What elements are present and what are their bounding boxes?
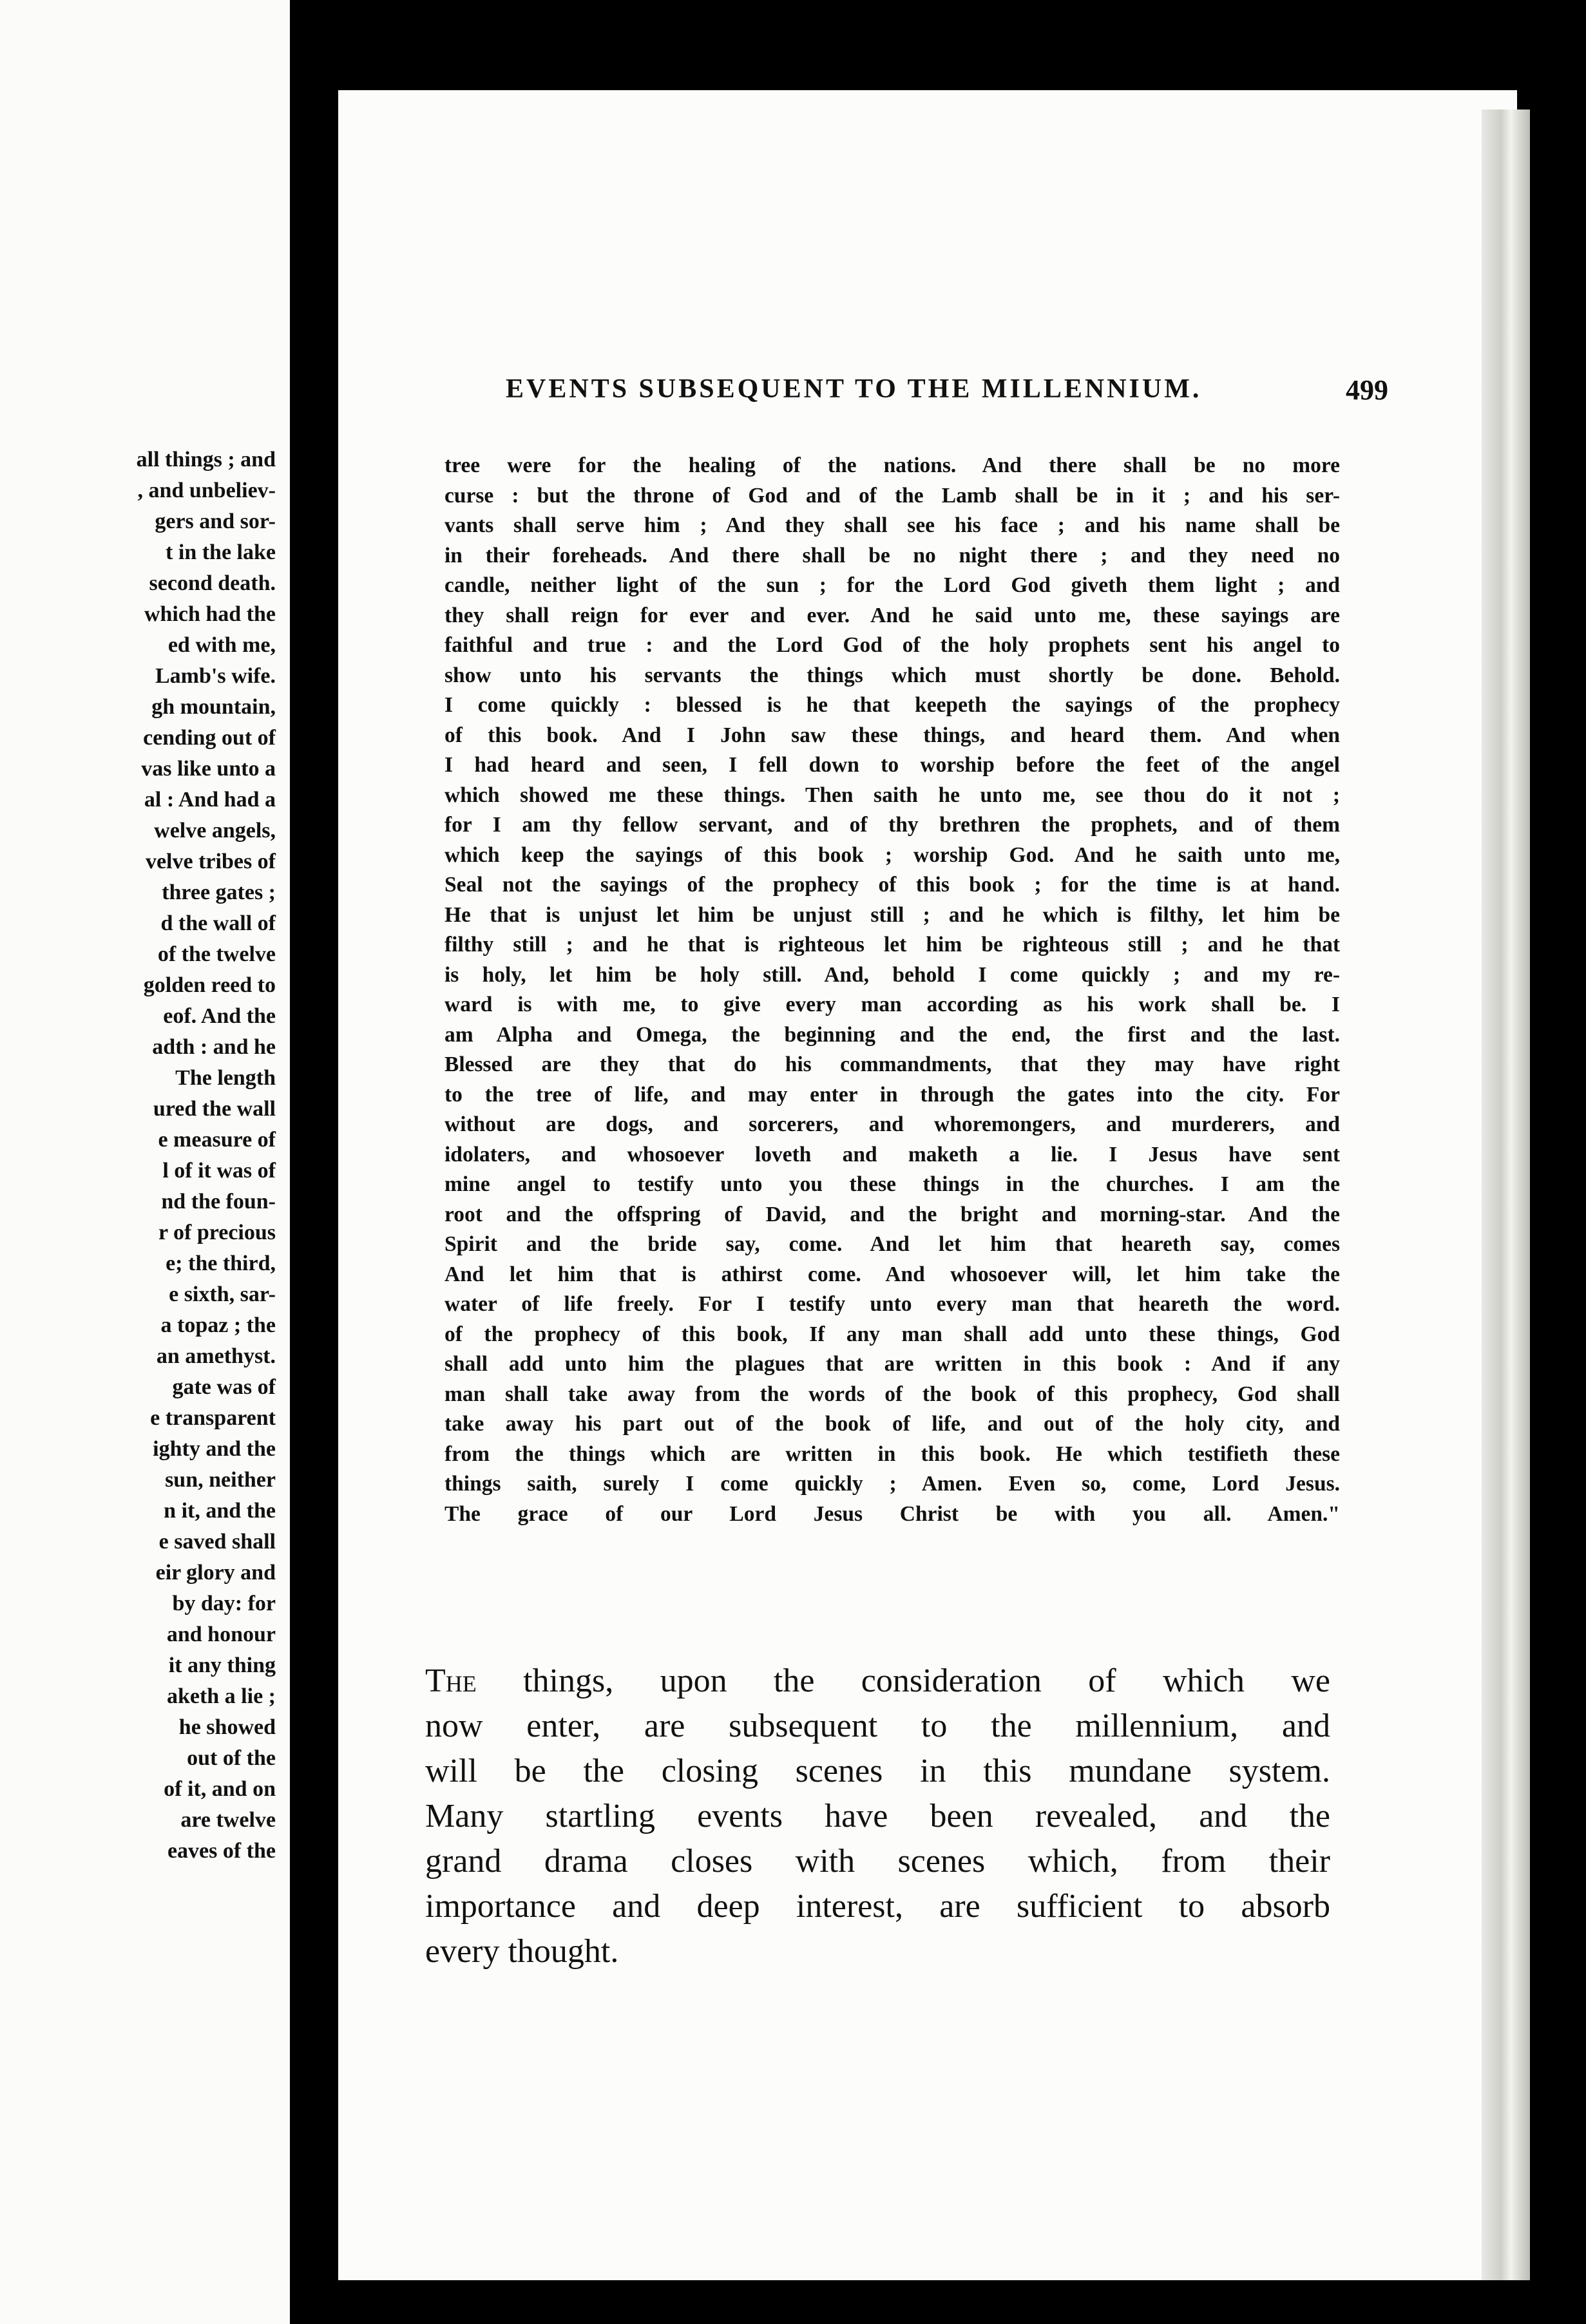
quote-line: shall add unto him the plagues that are written in this book : And if any (444, 1352, 1340, 1376)
left-page-line: r of precious (158, 1221, 276, 1244)
quote-line: for I am thy fellow servant, and of thy brethren the prophets, and of them (444, 813, 1340, 837)
left-page-line: by day: for (172, 1592, 276, 1615)
left-page-line: second death. (149, 571, 276, 595)
left-page-line: gers and sor- (155, 510, 276, 533)
quote-line: And let him that is athirst come. And whosoever will, let him take the (444, 1262, 1340, 1286)
quote-line: they shall reign for ever and ever. And he said unto me, these sayings are (444, 603, 1340, 627)
left-page-line: vas like unto a (141, 757, 276, 781)
left-page-line: Lamb's wife. (155, 664, 276, 688)
left-page-text (0, 444, 276, 1867)
quote-line: mine angel to testify unto you these things in the churches. I am the (444, 1172, 1340, 1196)
left-page-line: of it, and on (164, 1777, 276, 1801)
page-header (506, 374, 1388, 419)
body-line: will be the closing scenes in this mundane system. (425, 1753, 1330, 1789)
book-gutter (290, 0, 341, 2324)
quote-line: is holy, let him be holy still. And, behold I come quickly ; and my re- (444, 962, 1340, 987)
left-page-line: al : And had a (144, 788, 276, 812)
left-page-line: gate was of (172, 1375, 276, 1399)
left-page-line: ured the wall (153, 1097, 276, 1121)
quote-line: candle, neither light of the sun ; for the Lord God giveth them light ; and (444, 573, 1340, 597)
left-page-line: t in the lake (166, 540, 276, 564)
left-page-line: a topaz ; the (160, 1313, 276, 1337)
quote-line: idolaters, and whosoever loveth and maketh a lie. I Jesus have sent (444, 1142, 1340, 1167)
quote-line: I had heard and seen, I fell down to worship before the feet of the angel (444, 753, 1340, 777)
running-head: EVENTS SUBSEQUENT TO THE MILLENNIUM. (506, 374, 1202, 404)
left-page-line: e sixth, sar- (169, 1282, 276, 1306)
quote-line: man shall take away from the words of the book of this prophecy, God shall (444, 1382, 1340, 1406)
left-page-line: of the twelve (157, 942, 276, 966)
left-page-line: eir glory and (155, 1561, 276, 1585)
left-page-line: all things ; and (136, 448, 276, 471)
body-line: Many startling events have been revealed, and the (425, 1798, 1330, 1834)
left-page-line: e transparent (150, 1406, 276, 1430)
quote-line: He that is unjust let him be unjust still ; and he which is filthy, let him be (444, 902, 1340, 927)
quote-line: tree were for the healing of the nations. And there shall be no more (444, 453, 1340, 477)
quote-line: ward is with me, to give every man according as his work shall be. I (444, 993, 1340, 1016)
left-page-line: , and unbeliev- (137, 479, 276, 502)
first-line-rest: things, upon the consideration of which we (476, 1662, 1330, 1699)
quote-line: take away his part out of the book of life, and out of the holy city, and (444, 1412, 1340, 1436)
quote-line: am Alpha and Omega, the beginning and the end, the first and the last. (444, 1022, 1340, 1047)
quote-line: Seal not the sayings of the prophecy of this book ; for the time is at hand. (444, 873, 1340, 897)
left-page-line: ighty and the (153, 1437, 276, 1461)
left-page-line: out of the (187, 1746, 276, 1770)
left-page-line: which had the (144, 602, 276, 626)
left-page-line: l of it was of (162, 1159, 276, 1183)
quote-line: without are dogs, and sorcerers, and whoremongers, and murderers, and (444, 1112, 1340, 1136)
body-line: importance and deep interest, are sufficient to absorb (425, 1888, 1330, 1925)
left-page-line: e saved shall (158, 1530, 276, 1554)
left-page-line: welve angels, (154, 819, 276, 843)
quote-line: in their foreheads. And there shall be no night there ; and they need no (444, 543, 1340, 567)
left-page-line: eof. And the (163, 1004, 276, 1028)
left-page-line: nd the foun- (161, 1190, 276, 1214)
left-page-line: an amethyst. (156, 1344, 276, 1368)
body-line: grand drama closes with scenes which, from their (425, 1843, 1330, 1880)
left-page-line: three gates ; (162, 881, 276, 904)
quote-line: root and the offspring of David, and the bright and morning-star. And the (444, 1202, 1340, 1226)
left-page-line: cending out of (143, 726, 276, 750)
left-page-line: are twelve (180, 1808, 276, 1832)
quote-line: Spirit and the bride say, come. And let him that heareth say, comes (444, 1232, 1340, 1256)
quote-line: faithful and true : and the Lord God of the holy prophets sent his angel to (444, 633, 1340, 657)
left-page-line: it any thing (168, 1653, 276, 1677)
quote-line: which keep the sayings of this book ; worship God. And he saith unto me, (444, 843, 1340, 867)
quote-line: water of life freely. For I testify unto every man that heareth the word. (444, 1292, 1340, 1316)
body-line: now enter, are subsequent to the millennium, and (425, 1708, 1330, 1744)
lead-word: The (425, 1662, 477, 1699)
quote-line: I come quickly : blessed is he that keepeth the sayings of the prophecy (444, 693, 1340, 717)
body-paragraph (425, 1659, 1330, 1974)
quote-line: from the things which are written in this book. He which testifieth these (444, 1442, 1340, 1466)
quote-line: show unto his servants the things which must shortly be done. Behold. (444, 663, 1340, 687)
left-page-line: eaves of the (167, 1839, 276, 1863)
scripture-quote (444, 451, 1340, 1529)
left-page-line: n it, and the (164, 1499, 276, 1523)
quote-line: vants shall serve him ; And they shall see his face ; and his name shall be (444, 513, 1340, 537)
left-page-line: gh mountain, (151, 695, 276, 719)
quote-line: The grace of our Lord Jesus Christ be with you all. Amen." (444, 1501, 1340, 1526)
quote-line: things saith, surely I come quickly ; Amen. Even so, come, Lord Jesus. (444, 1472, 1340, 1496)
left-page-fragment (0, 0, 290, 2324)
quote-line: which showed me these things. Then saith he unto me, see thou do it not ; (444, 783, 1340, 807)
quote-line: curse : but the throne of God and of the Lamb shall be in it ; and his ser- (444, 483, 1340, 508)
quote-line: Blessed are they that do his commandments, that they may have right (444, 1052, 1340, 1076)
body-line (425, 1659, 1330, 1704)
left-page-line: sun, neither (165, 1468, 276, 1492)
left-page-line: adth : and he (152, 1035, 276, 1059)
left-page-line: and honour (166, 1623, 276, 1646)
left-page-line: d the wall of (160, 911, 276, 935)
left-page-line: e; the third, (166, 1252, 276, 1275)
page-edge (1482, 110, 1530, 2280)
page-number: 499 (1346, 374, 1388, 406)
quote-line: to the tree of life, and may enter in through the gates into the city. For (444, 1082, 1340, 1107)
left-page-line: The length (175, 1066, 276, 1090)
body-line: every thought. (425, 1933, 619, 1970)
left-page-line: ed with me, (167, 633, 276, 657)
quote-line: of the prophecy of this book, If any man shall add unto these things, God (444, 1322, 1340, 1346)
left-page-line: aketh a lie ; (166, 1684, 276, 1708)
left-page-line: he showed (178, 1715, 276, 1739)
quote-line: of this book. And I John saw these things, and heard them. And when (444, 723, 1340, 747)
quote-line: filthy still ; and he that is righteous let him be righteous still ; and he that (444, 933, 1340, 957)
left-page-line: velve tribes of (145, 850, 276, 873)
left-page-line: e measure of (158, 1128, 276, 1152)
left-page-line: golden reed to (143, 973, 276, 997)
